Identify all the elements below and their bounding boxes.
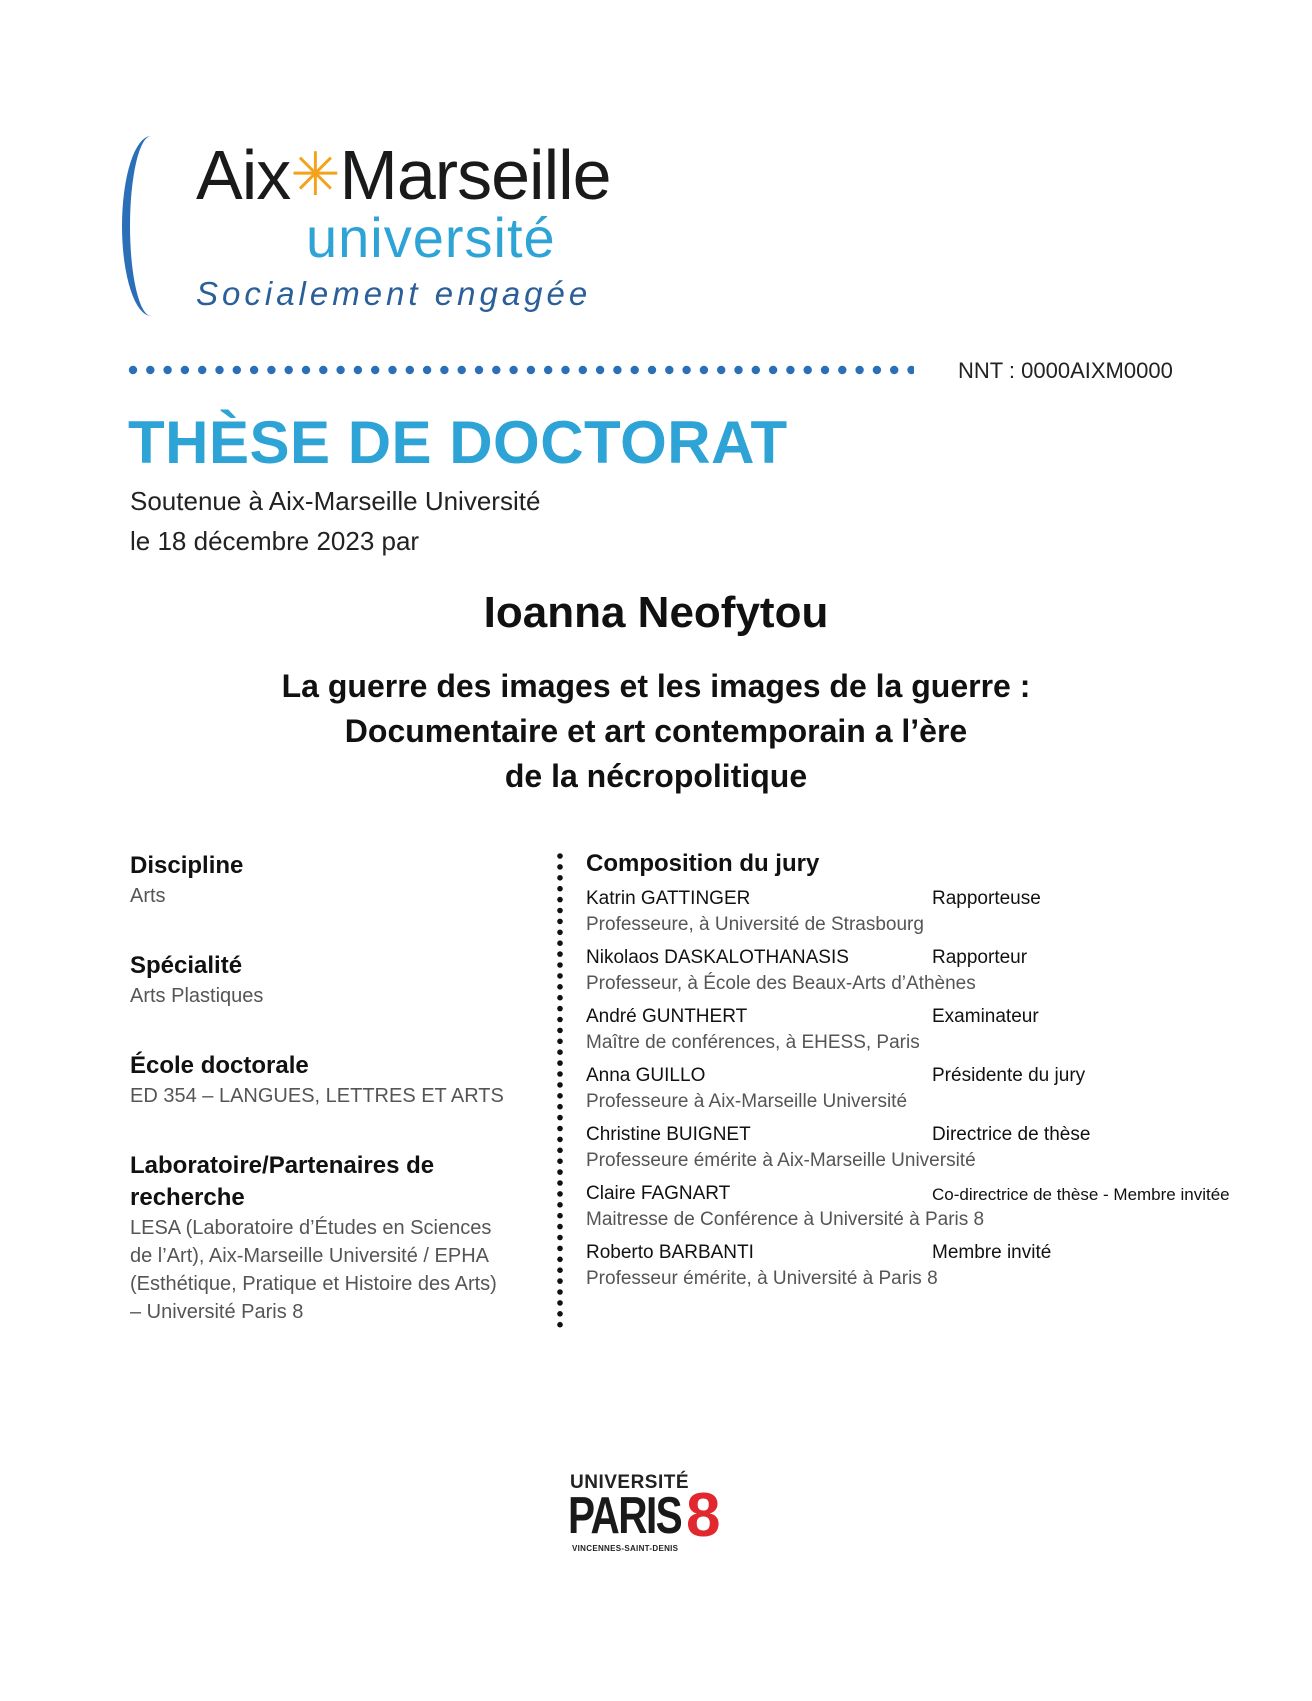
jury-member [586,1065,1286,1123]
discipline-label: Discipline [130,852,244,879]
thesis-title-line: de la nécropolitique [504,758,808,794]
thesis-title [160,664,1152,799]
document-title: THÈSE DE DOCTORAT [128,409,788,476]
paris8-logo [568,1472,748,1556]
jury-member-role: Examinateur [932,1006,1039,1027]
laboratoire-value-line: – Université Paris 8 [130,1301,304,1323]
jury-member-affiliation: Professeure émérite à Aix-Marseille Université [586,1150,976,1171]
author-name: Ioanna Neofytou [483,588,829,637]
paris8-logo-bottom: VINCENNES-SAINT-DENIS [572,1544,679,1553]
specialite-label: Spécialité [130,952,243,979]
discipline-block [130,850,530,910]
jury-member-affiliation: Maitresse de Conférence à Université à Paris 8 [586,1209,985,1230]
jury-member-affiliation: Professeure, à Université de Strasbourg [586,914,924,935]
jury-member [586,888,1286,946]
laboratoire-label: Laboratoire/Partenaires de [130,1152,435,1179]
dotted-divider [128,364,914,376]
logo-parenthesis-shape [122,136,180,316]
jury-member-name: Roberto BARBANTI [586,1242,754,1263]
jury-member [586,1242,1286,1300]
jury-member [586,1124,1286,1182]
jury-member-role: Co-directrice de thèse - Membre invitée [932,1185,1230,1204]
laboratoire-value-line: de l’Art), Aix-Marseille Université / EPHA [130,1245,489,1267]
jury-member-affiliation: Professeur, à École des Beaux-Arts d’Athènes [586,973,976,994]
logo-tagline: Socialement engagée [196,275,592,312]
logo-wordmark-line1: Aix✳Marseille [196,136,611,214]
logo-wordmark-line2: université [306,206,556,269]
jury-member [586,1006,1286,1064]
thesis-title-line: La guerre des images et les images de la guerre : [281,668,1031,704]
defense-date: le 18 décembre 2023 par [130,526,420,556]
laboratoire-block [130,1150,530,1326]
specialite-value: Arts Plastiques [130,985,264,1007]
jury-member-affiliation: Professeur émérite, à Université à Paris 8 [586,1268,938,1289]
jury-member-role: Rapporteur [932,947,1028,968]
jury-member [586,1183,1286,1241]
vertical-dotted-divider [556,852,564,1328]
jury-member-name: Katrin GATTINGER [586,888,751,909]
aix-marseille-logo [122,128,682,328]
ecole-doctorale-value: ED 354 – LANGUES, LETTRES ET ARTS [130,1085,504,1107]
jury-member-name: Claire FAGNART [586,1183,731,1204]
laboratoire-value-line: LESA (Laboratoire d’Études en Sciences [130,1217,492,1239]
paris8-logo-digit: 8 [686,1481,721,1550]
paris8-logo-main: PARIS [568,1487,682,1545]
jury-member-affiliation: Maître de conférences, à EHESS, Paris [586,1032,920,1053]
ecole-doctorale-block [130,1050,530,1110]
specialite-block [130,950,530,1010]
ecole-doctorale-label: École doctorale [130,1052,309,1079]
jury-title: Composition du jury [586,850,820,877]
jury-member-affiliation: Professeure à Aix-Marseille Université [586,1091,908,1112]
jury-member-role: Directrice de thèse [932,1124,1091,1145]
jury-member-role: Membre invité [932,1242,1052,1263]
jury-member-role: Rapporteuse [932,888,1041,909]
jury-member-name: Anna GUILLO [586,1065,706,1086]
jury-member-name: André GUNTHERT [586,1006,748,1027]
defense-place: Soutenue à Aix-Marseille Université [130,486,541,516]
jury-member-role: Présidente du jury [932,1065,1086,1086]
jury-member [586,947,1286,1005]
paris8-logo-top: UNIVERSITÉ [570,1472,690,1493]
jury-member-name: Nikolaos DASKALOTHANASIS [586,947,849,968]
discipline-value: Arts [130,885,166,907]
star-icon: ✳ [290,141,340,208]
laboratoire-label: recherche [130,1184,245,1211]
thesis-title-line: Documentaire et art contemporain a l’ère [344,713,968,749]
nnt-identifier: NNT : 0000AIXM0000 [958,358,1173,383]
laboratoire-value-line: (Esthétique, Pratique et Histoire des Arts) [130,1273,497,1295]
jury-member-name: Christine BUIGNET [586,1124,751,1145]
